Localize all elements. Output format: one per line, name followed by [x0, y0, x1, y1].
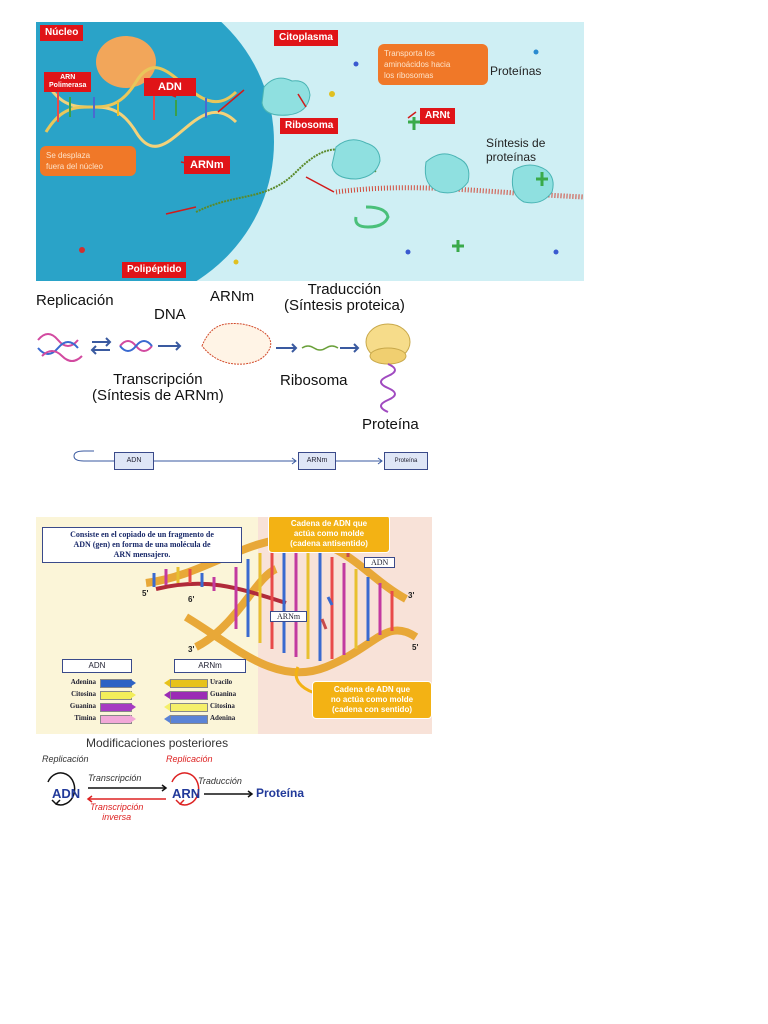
table-header-adn: ADN — [62, 659, 132, 673]
pair-row — [56, 701, 256, 712]
pair-row — [56, 713, 256, 724]
pair-arn-name: Uracilo — [210, 678, 233, 686]
pair-arn-bar — [170, 715, 208, 724]
label-replicacion-arn: Replicación — [166, 754, 213, 764]
label-sintesis-2: proteínas — [486, 150, 537, 164]
label-citoplasma: Citoplasma — [274, 30, 338, 46]
helix-left-c — [42, 351, 82, 361]
pair-adn-bar — [100, 679, 132, 688]
ribosome-2 — [332, 140, 380, 179]
definition-1: Consiste en el copiado de un fragmento de — [70, 530, 214, 539]
pair-adn-notch — [130, 691, 136, 699]
label-adn-node: ADN — [52, 786, 81, 801]
pair-adn-name: Adenina — [70, 678, 96, 686]
label-arnm: ARNm — [184, 156, 230, 174]
label-transcripcion-inversa-2: inversa — [102, 812, 132, 822]
note-transporta-3: los ribosomas — [384, 71, 434, 80]
note-desplaza-1: Se desplaza — [46, 151, 91, 160]
pair-adn-name: Citosina — [71, 690, 96, 698]
pair-row — [56, 689, 256, 700]
label-dna: DNA — [154, 306, 186, 323]
flow-loop — [74, 451, 114, 461]
mark-3-prime-right: 3' — [408, 591, 415, 600]
double-arrow — [92, 338, 110, 354]
callout-nomolde — [312, 681, 432, 719]
label-ribosoma: Ribosoma — [280, 118, 338, 134]
label-transcripcion: Transcripción — [88, 773, 142, 783]
label-proteina-node: Proteína — [256, 786, 305, 800]
pair-adn-bar — [100, 715, 132, 724]
label-transcripcion-inversa — [90, 802, 143, 822]
pair-adn-notch — [130, 703, 136, 711]
callout-nomolde-2: no actúa como molde — [330, 695, 414, 704]
pair-arn-bar — [170, 679, 208, 688]
arnm-strand — [156, 584, 286, 603]
label-nucleo: Núcleo — [40, 25, 83, 41]
protein-chain — [381, 364, 395, 412]
label-proteina: Proteína — [362, 416, 419, 433]
label-arn-node: ARN — [172, 786, 201, 801]
label-adn: ADN — [144, 78, 196, 96]
pair-arn-name: Guanina — [210, 690, 237, 698]
label-arnt: ARNt — [420, 108, 455, 124]
label-arn-polimerasa-2: Polimerasa — [49, 82, 87, 89]
flow-box-adn: ADN — [114, 452, 154, 470]
pair-adn-bar — [100, 691, 132, 700]
label-traduccion-2: (Síntesis proteica) — [284, 297, 405, 314]
ribosome-3 — [425, 154, 469, 193]
definition-3: ARN mensajero. — [113, 550, 171, 559]
label-traduccion — [284, 282, 405, 314]
transcription-panel — [36, 517, 432, 734]
flow-box-arnm: ARNm — [298, 452, 336, 470]
label-arnm-top: ARNm — [210, 288, 255, 305]
label-ribosoma-2: Ribosoma — [280, 372, 348, 389]
pair-adn-name: Guanina — [69, 702, 96, 710]
callout-nomolde-3: (cadena con sentido) — [331, 705, 412, 714]
callout-molde — [268, 517, 390, 553]
cell-panel — [36, 22, 584, 281]
callout-nomolde-1: Cadena de ADN que — [333, 685, 411, 694]
mrna-wave — [302, 346, 338, 350]
definition-2: ADN (gen) en forma de una molécula de — [73, 540, 211, 549]
label-replicacion: Replicación — [36, 292, 114, 309]
callout-molde-2: actúa como molde — [293, 529, 365, 538]
note-transporta-1: Transporta los — [384, 49, 435, 58]
pair-adn-notch — [130, 715, 136, 723]
pair-adn-notch — [130, 679, 136, 687]
label-transcripcion-2: (Síntesis de ARNm) — [92, 387, 224, 404]
note-transporta — [378, 44, 488, 85]
ribosome-1 — [262, 78, 310, 115]
callout-molde-3: (cadena antisentido) — [290, 539, 368, 548]
label-transcripcion — [92, 372, 224, 404]
label-transcripcion-1: Transcripción — [113, 371, 203, 388]
pair-arn-name: Adenina — [210, 714, 236, 722]
ribosome-small — [370, 348, 406, 364]
mark-5-prime-right: 5' — [412, 643, 419, 652]
note-transporta-2: aminoácidos hacia — [384, 60, 451, 69]
transcription-bubble — [202, 324, 271, 365]
polypeptide-chain — [356, 207, 388, 227]
modifications-arrows — [38, 736, 338, 826]
pair-arn-name: Citosina — [210, 702, 235, 710]
modifications-title: Modificaciones posteriores — [86, 736, 229, 750]
flow-box-proteina: Proteína — [384, 452, 428, 470]
pair-adn-bar — [100, 703, 132, 712]
table-header-arnm: ARNm — [174, 659, 246, 673]
label-sintesis-1: Síntesis de — [486, 136, 546, 150]
label-arn-polimerasa-1: ARN — [60, 74, 76, 81]
helix-label-arnm: ARNm — [270, 611, 307, 622]
definition-box — [42, 527, 242, 563]
label-transcripcion-inversa-1: Transcripción — [90, 802, 144, 812]
label-replicacion-adn: Replicación — [42, 754, 89, 764]
label-sintesis — [486, 136, 545, 164]
label-traduccion-1: Traducción — [307, 281, 382, 298]
note-desplaza — [40, 146, 136, 176]
pair-arn-bar — [170, 691, 208, 700]
expression-panel — [30, 281, 460, 434]
label-arn-polimerasa — [44, 72, 91, 92]
label-proteinas: Proteínas — [490, 64, 542, 78]
pair-adn-name: Timina — [74, 714, 96, 722]
label-traduccion-node: Traducción — [198, 776, 242, 786]
callout-molde-1: Cadena de ADN que — [290, 519, 368, 528]
mark-3-prime-left: 3' — [188, 645, 195, 654]
pair-row — [56, 677, 256, 688]
note-desplaza-2: fuera del núcleo — [46, 162, 103, 171]
label-polipeptido: Polipéptido — [122, 262, 186, 278]
helix-left-a — [38, 334, 78, 346]
mark-5-prime-top: 5' — [142, 589, 149, 598]
ribosome-4 — [512, 165, 553, 203]
simple-flow — [70, 448, 430, 474]
helix-label-adn: ADN — [364, 557, 395, 568]
pair-arn-bar — [170, 703, 208, 712]
mark-6-prime: 6' — [188, 595, 195, 604]
modifications-panel — [38, 736, 338, 826]
